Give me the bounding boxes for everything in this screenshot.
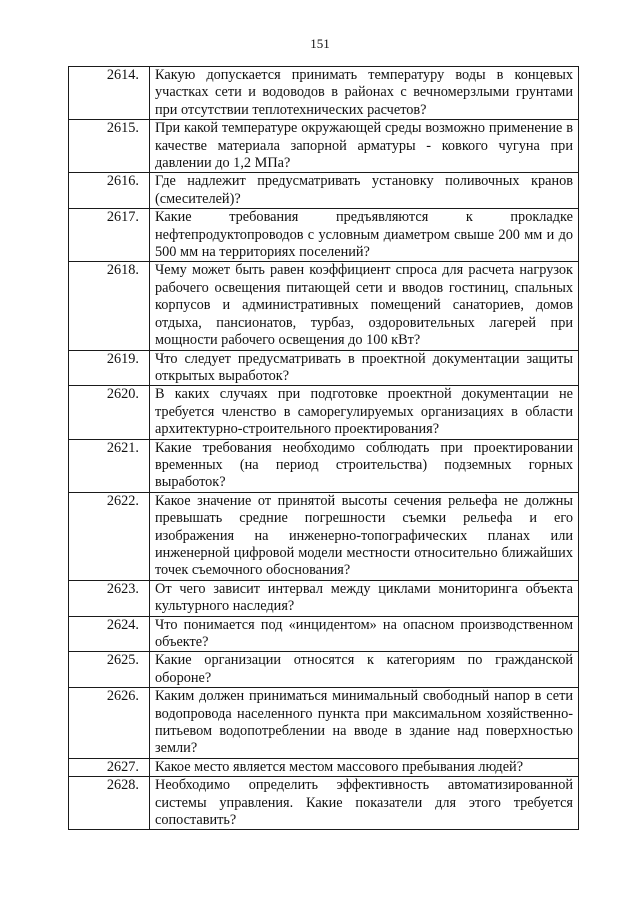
question-text: Какое значение от принятой высоты сечения рельефа не должны превышать средние погрешности съемки рельефа и его изображения на инженерно-топографических планах или инженерной цифровой модели местности относительно ближайших точек съемочного обоснования? — [150, 492, 579, 580]
question-row — [69, 173, 579, 209]
question-row — [69, 580, 579, 616]
question-number: 2617. — [69, 209, 150, 262]
page-number: 151 — [310, 36, 330, 51]
question-row — [69, 209, 579, 262]
question-row — [69, 777, 579, 830]
question-text: Какие требования предъявляются к прокладке нефтепродуктопроводов с условным диаметром свыше 200 мм и до 500 мм на территориях поселений? — [150, 209, 579, 262]
question-text: Чему может быть равен коэффициент спроса для расчета нагрузок рабочего освещения питающей сети и вводов гостиниц, спальных корпусов и административных помещений санаториев, домов отдыха, пансионатов, турбаз, оздоровительных лагерей при мощности рабочего освещения до 100 кВт? — [150, 262, 579, 350]
question-text: В каких случаях при подготовке проектной документации не требуется членство в саморегулируемых организациях в области архитектурно-строительного проектирования? — [150, 386, 579, 439]
question-row — [69, 652, 579, 688]
question-row — [69, 120, 579, 173]
question-row — [69, 67, 579, 120]
question-number: 2618. — [69, 262, 150, 350]
question-text: Что следует предусматривать в проектной документации защиты открытых выработок? — [150, 350, 579, 386]
question-text: Какую допускается принимать температуру воды в концевых участках сети и водоводов в районах с вечномерзлыми грунтами при отсутствии теплотехнических расчетов? — [150, 67, 579, 120]
question-text: Что понимается под «инцидентом» на опасном производственном объекте? — [150, 616, 579, 652]
question-number: 2614. — [69, 67, 150, 120]
question-number: 2624. — [69, 616, 150, 652]
question-number: 2626. — [69, 688, 150, 759]
question-text: Какое место является местом массового пребывания людей? — [150, 758, 579, 776]
question-number: 2615. — [69, 120, 150, 173]
question-row — [69, 492, 579, 580]
question-text: От чего зависит интервал между циклами мониторинга объекта культурного наследия? — [150, 580, 579, 616]
question-number: 2625. — [69, 652, 150, 688]
question-row — [69, 350, 579, 386]
question-number: 2621. — [69, 439, 150, 492]
questions-table — [68, 66, 579, 830]
question-number: 2622. — [69, 492, 150, 580]
question-number: 2628. — [69, 777, 150, 830]
question-number: 2627. — [69, 758, 150, 776]
question-text: Каким должен приниматься минимальный свободный напор в сети водопровода населенного пункта при максимальном хозяйственно-питьевом водопотреблении на вводе в здание над поверхностью земли? — [150, 688, 579, 759]
question-number: 2620. — [69, 386, 150, 439]
question-text: Где надлежит предусматривать установку поливочных кранов (смесителей)? — [150, 173, 579, 209]
question-number: 2619. — [69, 350, 150, 386]
question-number: 2616. — [69, 173, 150, 209]
question-number: 2623. — [69, 580, 150, 616]
question-row — [69, 386, 579, 439]
question-text: При какой температуре окружающей среды возможно применение в качестве материала запорной арматуры - ковкого чугуна при давлении до 1,2 МПа? — [150, 120, 579, 173]
questions-table-body — [69, 67, 579, 830]
question-row — [69, 758, 579, 776]
question-text: Какие требования необходимо соблюдать при проектировании временных (на период строительства) подземных горных выработок? — [150, 439, 579, 492]
question-row — [69, 439, 579, 492]
question-row — [69, 688, 579, 759]
question-row — [69, 262, 579, 350]
question-row — [69, 616, 579, 652]
question-text: Какие организации относятся к категориям по гражданской обороне? — [150, 652, 579, 688]
question-text: Необходимо определить эффективность автоматизированной системы управления. Какие показатели для этого требуется сопоставить? — [150, 777, 579, 830]
